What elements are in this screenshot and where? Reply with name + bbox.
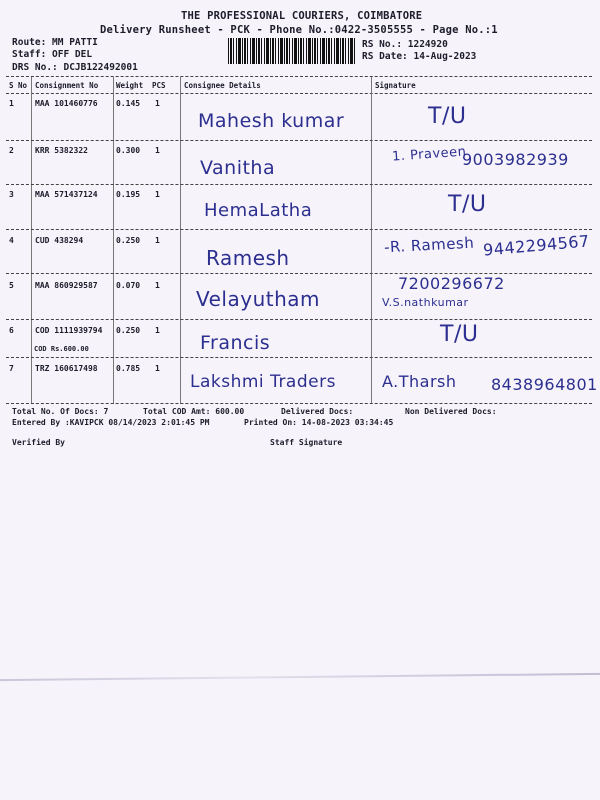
table-header-rule: [6, 93, 592, 94]
row-7-phone: 8438964801: [491, 375, 598, 394]
row-2-signature: 1. Praveen: [391, 144, 467, 165]
row-1-pcs: 1: [155, 99, 160, 108]
row-4-consignment: CUD 438294: [35, 236, 84, 245]
row-4-sno: 4: [9, 236, 14, 245]
row-5-consignee: Velayutham: [196, 287, 321, 311]
entered-by: Entered By :KAVIPCK 08/14/2023 2:01:45 PM: [12, 418, 210, 427]
row-2-consignment: KRR 5382322: [35, 146, 88, 155]
row-5-sno: 5: [9, 281, 14, 290]
row-1-sno: 1: [9, 99, 14, 108]
row-2-phone: 9003982939: [462, 150, 569, 169]
row-1-signature: T/U: [428, 104, 467, 129]
row-5-weight: 0.070: [116, 281, 141, 290]
row-7-weight: 0.785: [116, 364, 141, 373]
runsheet-subtitle: Delivery Runsheet - PCK - Phone No.:0422-3505555 - Page No.:1: [100, 24, 498, 36]
staff-label: Staff: OFF DEL: [12, 49, 93, 60]
col-header-consignee: Consignee Details: [184, 81, 261, 90]
row-divider: [6, 357, 592, 358]
col-header-consignment: Consignment No: [35, 81, 99, 90]
col-divider: [113, 77, 114, 404]
row-5-consignment: MAA 860929587: [35, 281, 98, 290]
row-6-pcs: 1: [155, 326, 160, 335]
col-divider: [31, 77, 32, 404]
row-1-consignee: Mahesh kumar: [198, 110, 345, 132]
printed-on: Printed On: 14-08-2023 03:34:45: [244, 418, 394, 427]
non-delivered-docs: Non Delivered Docs:: [405, 407, 497, 416]
row-2-consignee: Vanitha: [200, 157, 276, 179]
row-7-consignee: Lakshmi Traders: [190, 372, 336, 392]
row-6-weight: 0.250: [116, 326, 141, 335]
row-5-name: V.S.nathkumar: [382, 296, 469, 309]
row-divider: [6, 319, 592, 320]
row-6-signature: T/U: [440, 322, 479, 347]
row-6-cod-amount: COD Rs.600.00: [34, 345, 89, 353]
table-top-rule: [6, 76, 592, 77]
row-5-signature: 7200296672: [398, 274, 505, 293]
row-7-signature: A.Tharsh: [382, 372, 457, 391]
col-header-weight: Weight: [116, 81, 144, 90]
col-header-pcs: PCS: [152, 81, 166, 90]
staff-signature: Staff Signature: [270, 438, 343, 447]
row-divider: [6, 229, 592, 230]
col-header-sno: S No: [9, 81, 28, 90]
route-label: Route: MM PATTI: [12, 37, 98, 48]
row-2-pcs: 1: [155, 146, 160, 155]
rs-number: RS No.: 1224920: [362, 39, 448, 50]
row-4-signature: -R. Ramesh: [383, 233, 475, 257]
col-divider: [180, 77, 181, 404]
delivered-docs: Delivered Docs:: [281, 407, 354, 416]
total-docs: Total No. Of Docs: 7: [12, 407, 109, 416]
row-4-weight: 0.250: [116, 236, 141, 245]
row-3-weight: 0.195: [116, 190, 141, 199]
col-divider: [371, 77, 372, 404]
row-7-consignment: TRZ 160617498: [35, 364, 98, 373]
row-2-sno: 2: [9, 146, 14, 155]
barcode: [228, 38, 356, 64]
rs-date: RS Date: 14-Aug-2023: [362, 51, 477, 62]
paper-fold: [0, 673, 600, 681]
company-title: THE PROFESSIONAL COURIERS, COIMBATORE: [181, 10, 423, 22]
col-header-signature: Signature: [375, 81, 416, 90]
row-3-signature: T/U: [448, 192, 487, 217]
row-3-consignee: HemaLatha: [204, 200, 313, 221]
row-3-pcs: 1: [155, 190, 160, 199]
row-7-pcs: 1: [155, 364, 160, 373]
table-bottom-rule: [6, 403, 592, 404]
row-5-pcs: 1: [155, 281, 160, 290]
row-3-consignment: MAA 571437124: [35, 190, 98, 199]
row-4-pcs: 1: [155, 236, 160, 245]
row-divider: [6, 184, 592, 185]
row-1-consignment: MAA 101460776: [35, 99, 98, 108]
row-6-consignment: COD 1111939794: [35, 326, 103, 335]
row-divider: [6, 140, 592, 141]
verified-by: Verified By: [12, 438, 65, 447]
total-cod: Total COD Amt: 600.00: [143, 407, 245, 416]
row-4-consignee: Ramesh: [206, 246, 290, 270]
row-3-sno: 3: [9, 190, 14, 199]
row-4-phone: 9442294567: [482, 231, 591, 260]
row-6-consignee: Francis: [200, 332, 271, 354]
row-2-weight: 0.300: [116, 146, 141, 155]
drs-number: DRS No.: DCJB122492001: [12, 62, 138, 73]
row-7-sno: 7: [9, 364, 14, 373]
row-1-weight: 0.145: [116, 99, 141, 108]
row-6-sno: 6: [9, 326, 14, 335]
